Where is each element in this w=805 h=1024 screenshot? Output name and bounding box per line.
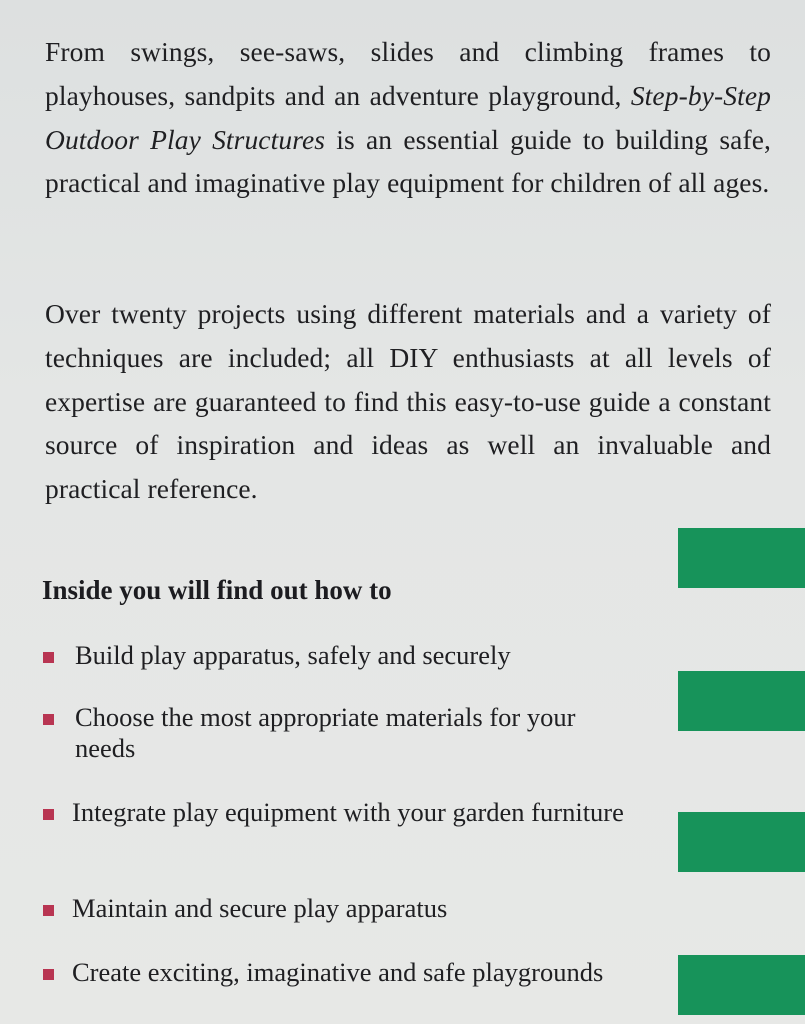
inside-heading: Inside you will find out how to (42, 575, 392, 605)
list-item-text: Create exciting, imaginative and safe playgrounds (72, 957, 604, 987)
list-item-text: Choose the most appropriate materials for your needs (75, 702, 576, 763)
intro-text-end: is an essential guide to building safe, practical and imaginative play equipment for children of all ages. (45, 123, 771, 199)
intro-text-start: From swings, see-saws, slides and climbing frames to playhouses, sandpits and an adventure playground, (45, 36, 771, 111)
square-bullet-icon (43, 809, 54, 820)
green-side-tab (678, 528, 805, 588)
green-side-tab (678, 671, 805, 731)
book-title: Step-by-Step Outdoor Play Structures (45, 79, 771, 155)
list-item-text: Maintain and secure play apparatus (72, 893, 448, 923)
projects-paragraph: Over twenty projects using different materials and a variety of techniques are included; all DIY enthusiasts at all levels of expertise are guaranteed to find this easy-to-use guide a constant source of inspiration and ideas as well an invaluable and practical reference. (45, 298, 771, 505)
square-bullet-icon (43, 652, 54, 663)
square-bullet-icon (43, 905, 54, 916)
list-item-text: Build play apparatus, safely and securely (75, 640, 511, 670)
green-side-tab (678, 812, 805, 872)
green-side-tab (678, 955, 805, 1015)
square-bullet-icon (43, 969, 54, 980)
intro-paragraph (45, 30, 771, 205)
square-bullet-icon (43, 714, 54, 725)
list-item-text: Integrate play equipment with your garden furniture (72, 797, 624, 827)
